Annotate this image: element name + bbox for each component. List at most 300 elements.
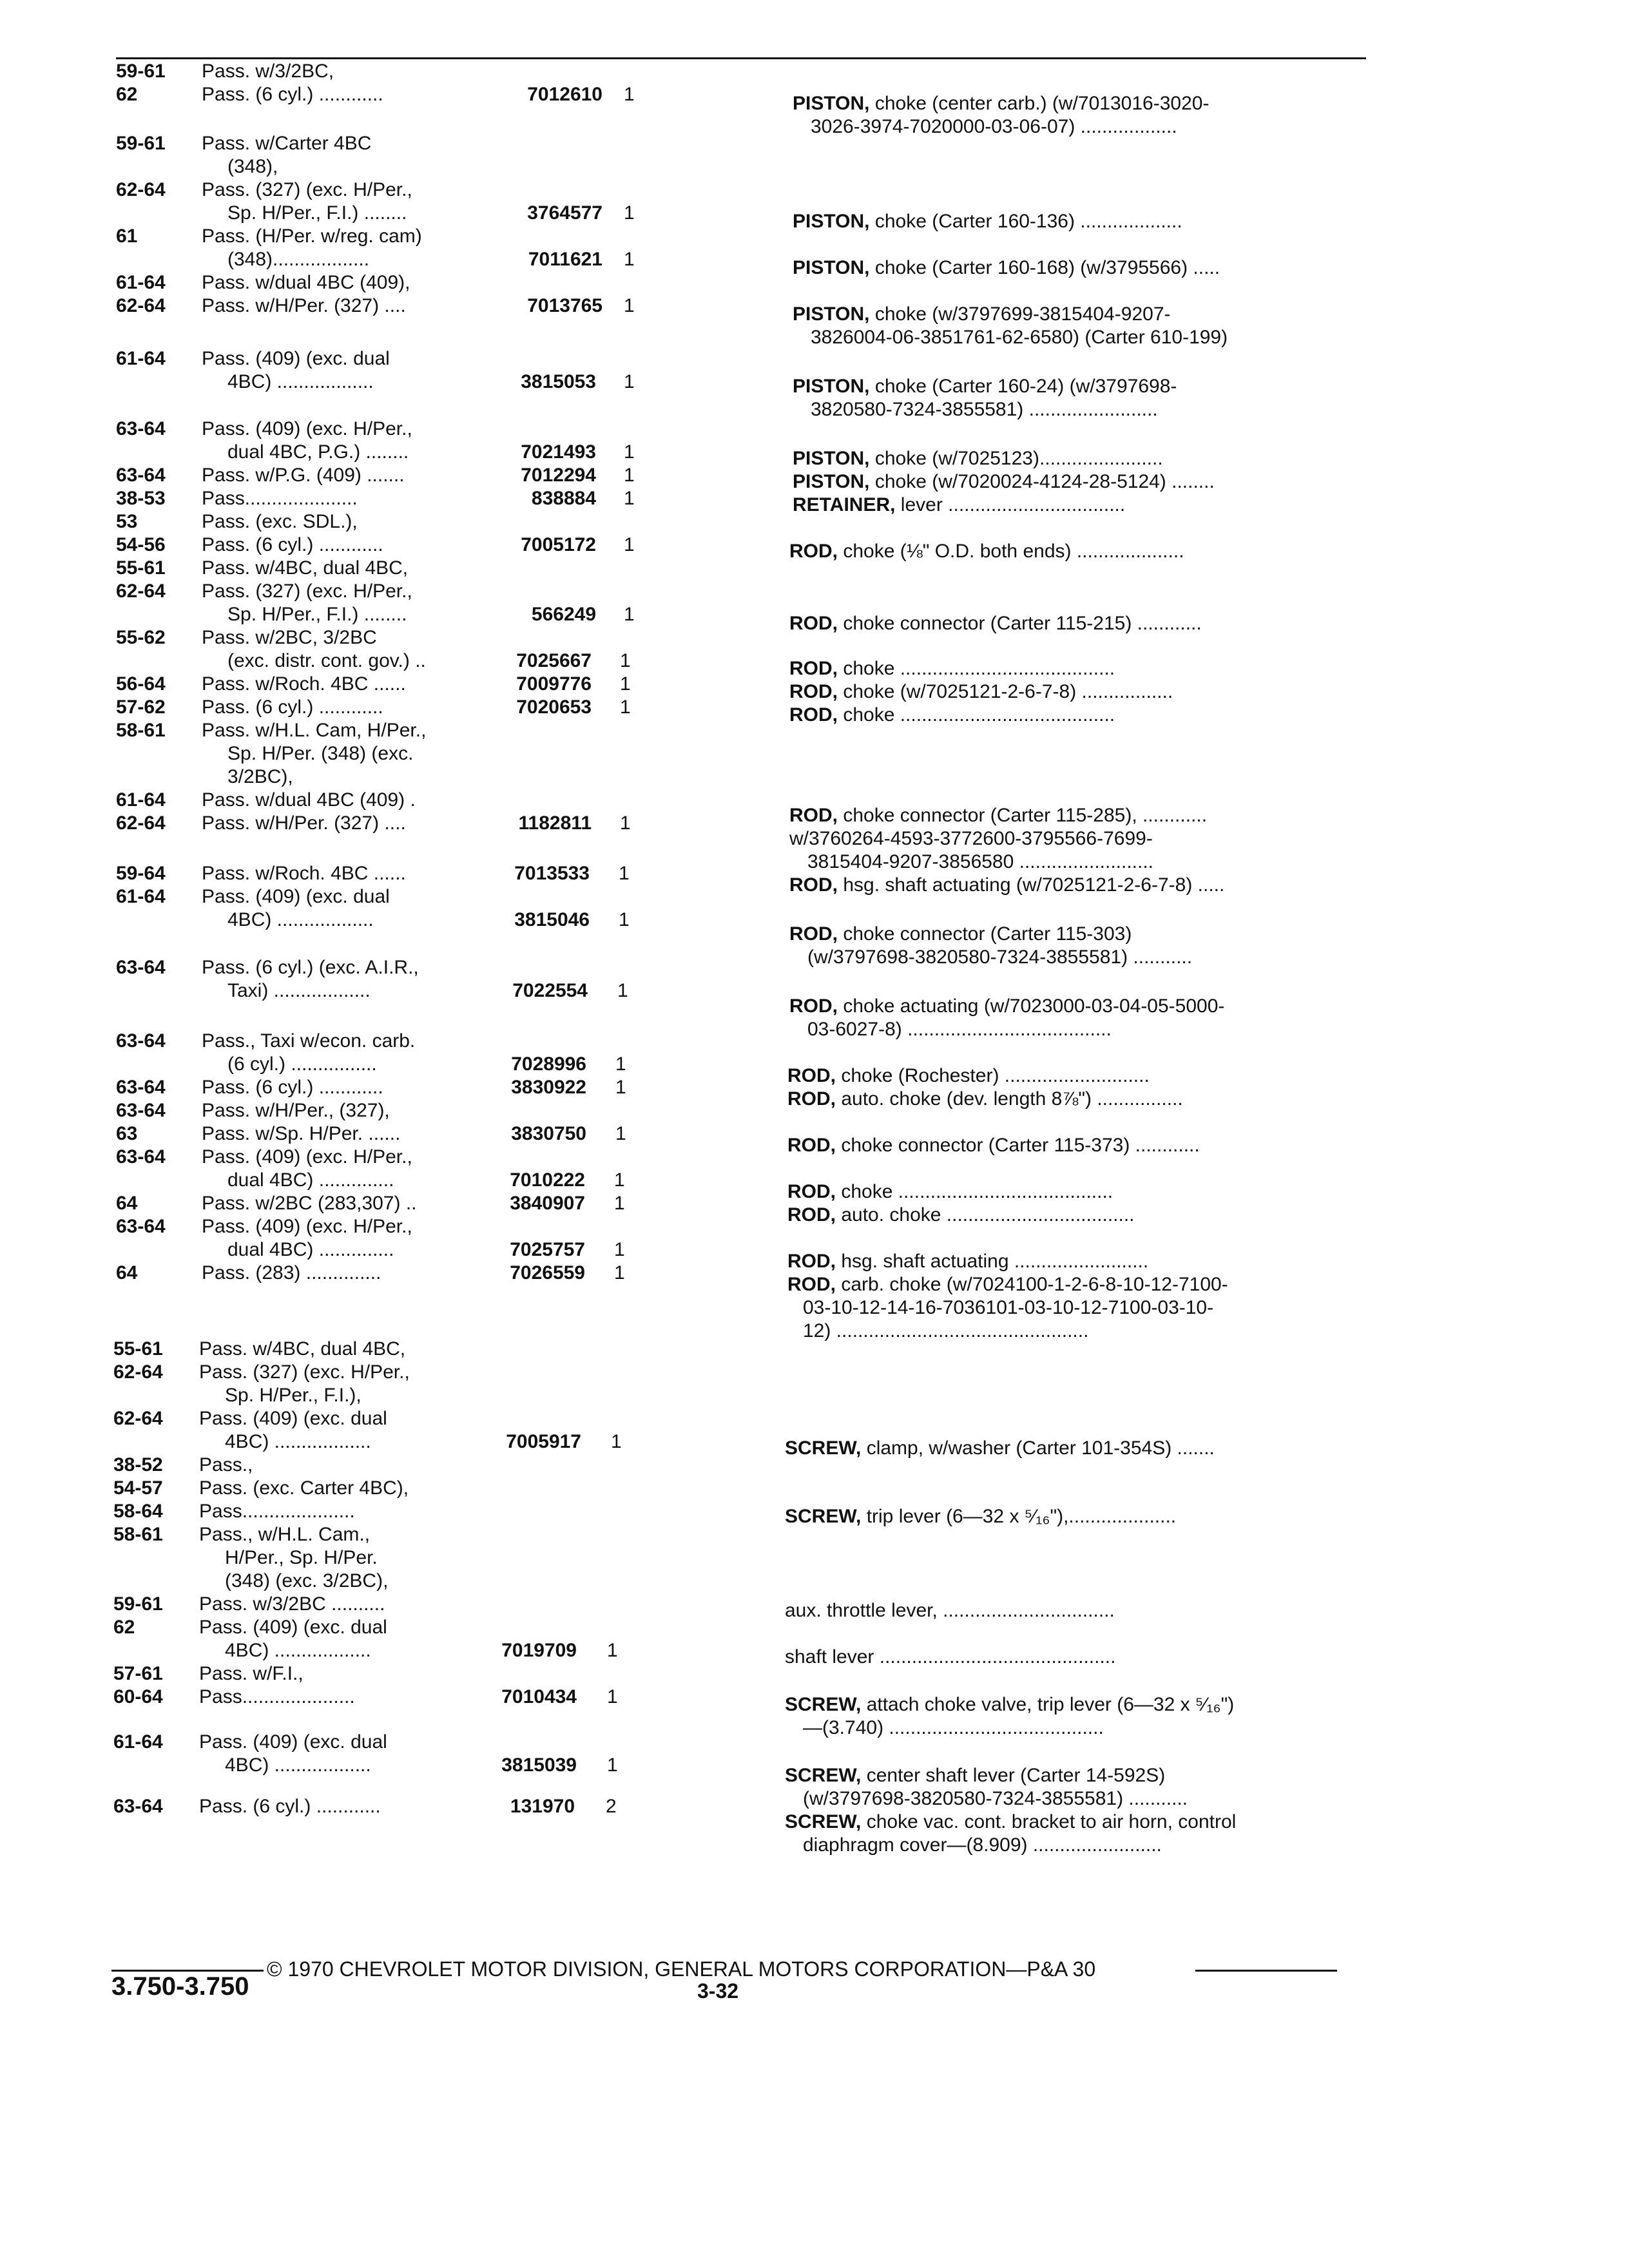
right-entry-row — [787, 1204, 1135, 1227]
right-entry-row — [789, 804, 1207, 827]
model-years: 64 — [116, 1262, 138, 1283]
right-entry-row — [785, 1646, 1115, 1669]
application-description: Pass. (409) (exc. H/Per., — [202, 418, 412, 439]
item-name: PISTON, — [793, 303, 870, 325]
right-entry-row — [789, 540, 1184, 563]
quantity: 1 — [607, 1686, 618, 1707]
quantity: 2 — [606, 1796, 617, 1817]
right-entry-row — [793, 447, 1163, 470]
model-years: 63-64 — [116, 1146, 166, 1168]
right-entry-row — [789, 874, 1224, 897]
item-name: SCREW, — [785, 1506, 862, 1527]
part-number: 3764577 — [527, 202, 602, 224]
item-name: ROD, — [789, 681, 838, 702]
right-entry-row — [793, 494, 1125, 517]
item-description: hsg. shaft actuating ......................... — [836, 1251, 1149, 1272]
application-description: Pass..................... — [199, 1686, 355, 1707]
application-description: Pass. (6 cyl.) ............ — [202, 1077, 383, 1098]
item-name: PISTON, — [793, 376, 870, 397]
model-years: 58-64 — [113, 1501, 163, 1522]
item-description: choke ........................................ — [836, 1181, 1113, 1202]
model-years: 62-64 — [116, 581, 166, 602]
part-number: 7026559 — [510, 1262, 585, 1283]
application-description: Pass. (6 cyl.) ............ — [202, 84, 383, 105]
model-years: 62-64 — [116, 295, 166, 316]
application-description: Pass. w/2BC (283,307) .. — [202, 1193, 417, 1214]
quantity: 1 — [624, 604, 635, 625]
right-entry-row — [787, 1250, 1148, 1273]
quantity: 1 — [624, 202, 635, 224]
footer-copyright: © 1970 CHEVROLET MOTOR DIVISION, GENERAL MOTORS CORPORATION—P&A 30 — [267, 1957, 1096, 1981]
item-description: choke connector (Carter 115-373) ............ — [836, 1135, 1200, 1156]
left-entry-row — [113, 1361, 630, 1384]
item-description: (w/3797698-3820580-7324-3855581) ........... — [803, 1788, 1188, 1809]
application-description: Pass. w/H/Per. (327) .... — [202, 812, 406, 834]
application-description: Pass. (409) (exc. dual — [199, 1617, 387, 1638]
application-description: Pass. (6 cyl.) ............ — [202, 697, 383, 718]
left-entry-row — [116, 1262, 633, 1285]
model-years: 61-64 — [116, 789, 166, 811]
item-description: choke (w/3797699-3815404-9207- — [869, 303, 1171, 325]
part-number: 3815039 — [501, 1754, 577, 1776]
left-entry-row — [116, 510, 643, 533]
application-description: 3/2BC), — [227, 766, 293, 787]
model-years: 55-61 — [116, 557, 166, 579]
application-description: (348), — [227, 156, 278, 177]
item-description: carb. choke (w/7024100-1-2-6-8-10-12-7100- — [836, 1274, 1228, 1295]
application-description: Pass. (327) (exc. H/Per., — [199, 1361, 410, 1383]
right-entry-row — [785, 1599, 1115, 1622]
quantity: 1 — [607, 1640, 618, 1661]
item-description: clamp, w/washer (Carter 101-354S) ....... — [861, 1437, 1215, 1459]
right-entry-row — [803, 1296, 1213, 1320]
model-years: 59-61 — [116, 133, 166, 154]
model-years: 61-64 — [116, 272, 166, 293]
part-number: 3830922 — [511, 1077, 586, 1098]
item-description: lever ................................. — [895, 494, 1126, 515]
quantity: 1 — [615, 1077, 626, 1098]
left-entry-row — [116, 83, 643, 106]
application-description: Pass. w/3/2BC .......... — [199, 1593, 385, 1615]
item-name: ROD, — [789, 704, 838, 726]
item-description: choke actuating (w/7023000-03-04-05-5000- — [838, 995, 1225, 1017]
section-number: 3.750-3.750 — [111, 1972, 249, 2001]
model-years: 59-61 — [113, 1593, 163, 1615]
left-entry-row — [113, 1616, 626, 1639]
application-description: Pass. (exc. Carter 4BC), — [199, 1477, 409, 1499]
part-number: 838884 — [531, 488, 596, 509]
item-name: PISTON, — [793, 471, 870, 492]
application-description: Pass..................... — [202, 488, 358, 509]
item-description: 3826004-06-3851761-62-6580) (Carter 610-199) — [811, 327, 1228, 348]
item-description: 3820580-7324-3855581) ........................ — [811, 399, 1158, 420]
left-entry-row — [113, 1523, 630, 1546]
part-number: 7010222 — [510, 1169, 585, 1191]
right-entry-row — [785, 1693, 1234, 1716]
left-entry-row — [116, 155, 643, 178]
left-entry-row — [116, 603, 643, 626]
quantity: 1 — [611, 1431, 622, 1452]
quantity: 1 — [607, 1754, 618, 1776]
part-number: 7005917 — [506, 1431, 581, 1452]
application-description: (348) (exc. 3/2BC), — [225, 1570, 389, 1591]
application-description: Pass. w/Carter 4BC — [202, 133, 372, 154]
left-entry-row — [116, 533, 643, 557]
model-years: 63-64 — [116, 1077, 166, 1098]
right-entry-row — [803, 1716, 1104, 1740]
item-name: ROD, — [789, 805, 838, 826]
right-entry-row — [789, 995, 1224, 1018]
model-years: 54-57 — [113, 1477, 163, 1499]
item-name: ROD, — [787, 1181, 836, 1202]
item-description: trip lever (6—32 x ⁵⁄₁₆"),.................... — [861, 1506, 1177, 1527]
right-entry-row — [787, 1134, 1200, 1157]
model-years: 64 — [116, 1193, 138, 1214]
application-description: Pass. w/Roch. 4BC ...... — [202, 863, 406, 884]
item-name: ROD, — [789, 923, 838, 945]
left-entry-row — [113, 1454, 630, 1477]
part-number: 3815046 — [514, 909, 590, 930]
model-years: 62-64 — [113, 1361, 163, 1383]
right-entry-row — [785, 1764, 1165, 1787]
model-years: 62 — [116, 84, 138, 105]
quantity: 1 — [614, 1239, 625, 1260]
item-name: ROD, — [787, 1204, 836, 1225]
right-entry-row — [803, 1834, 1162, 1857]
left-entry-row — [116, 271, 643, 294]
item-description: choke (Carter 160-24) (w/3797698- — [869, 376, 1177, 397]
item-description: w/3760264-4593-3772600-3795566-7699- — [789, 828, 1153, 849]
model-years: 63-64 — [116, 418, 166, 439]
application-description: Pass. (409) (exc. dual — [202, 886, 390, 907]
application-description: Pass. (6 cyl.) ............ — [202, 534, 383, 555]
left-entry-row — [116, 441, 643, 464]
model-years: 63-64 — [113, 1796, 163, 1817]
application-description: dual 4BC) .............. — [227, 1169, 394, 1191]
model-years: 61-64 — [116, 886, 166, 907]
application-description: dual 4BC, P.G.) ........ — [227, 441, 409, 463]
right-entry-row — [811, 115, 1177, 139]
left-entry-row — [113, 1662, 626, 1686]
item-description: choke (w/7020024-4124-28-5124) ........ — [869, 471, 1215, 492]
left-entry-row — [113, 1384, 630, 1407]
item-name: SCREW, — [785, 1811, 862, 1832]
left-entry-row — [116, 1238, 633, 1262]
model-years: 53 — [116, 511, 138, 532]
left-entry-row — [113, 1477, 630, 1500]
application-description: Pass. w/2BC, 3/2BC — [202, 627, 377, 648]
item-description: choke connector (Carter 115-285), ............ — [838, 805, 1208, 826]
item-description: choke (⅛" O.D. both ends) .................... — [838, 541, 1184, 562]
model-years: 59-61 — [116, 61, 166, 82]
application-description: 4BC) .................. — [225, 1754, 371, 1776]
application-description: Sp. H/Per., F.I.) ........ — [227, 202, 407, 224]
quantity: 1 — [614, 1262, 625, 1283]
part-number: 7028996 — [511, 1053, 586, 1075]
left-entry-row — [116, 885, 638, 908]
item-description: choke (w/7025121-2-6-7-8) ................. — [838, 681, 1173, 702]
model-years: 63-64 — [116, 1216, 166, 1237]
part-number: 3815053 — [521, 371, 596, 392]
item-name: ROD, — [789, 613, 838, 634]
item-description: auto. choke ................................... — [836, 1204, 1135, 1225]
item-name: ROD, — [789, 541, 838, 562]
left-entry-row — [113, 1686, 626, 1709]
application-description: Pass. (409) (exc. H/Per., — [202, 1146, 412, 1168]
item-name: ROD, — [787, 1135, 836, 1156]
item-description: choke (Carter 160-168) (w/3795566) ..... — [869, 257, 1220, 278]
right-entry-row — [789, 612, 1202, 635]
application-description: Sp. H/Per., F.I.), — [225, 1385, 361, 1406]
application-description: Pass. w/dual 4BC (409) . — [202, 789, 416, 811]
right-entry-row — [787, 1273, 1228, 1296]
part-number: 7010434 — [501, 1686, 577, 1707]
model-years: 58-61 — [113, 1524, 163, 1545]
item-name: SCREW, — [785, 1437, 862, 1459]
item-description: choke (Carter 160-136) ................... — [869, 211, 1182, 232]
model-years: 60-64 — [113, 1686, 163, 1707]
model-years: 55-61 — [113, 1338, 163, 1360]
item-name: ROD, — [789, 874, 838, 896]
model-years: 55-62 — [116, 627, 166, 648]
left-entry-row — [116, 1169, 633, 1192]
left-entry-row — [116, 202, 643, 225]
quantity: 1 — [624, 441, 635, 463]
model-years: 61 — [116, 226, 138, 247]
application-description: Pass., — [199, 1454, 253, 1475]
model-years: 38-53 — [116, 488, 166, 509]
item-description: 03-10-12-14-16-7036101-03-10-12-7100-03-10- — [803, 1297, 1214, 1318]
model-years: 59-64 — [116, 863, 166, 884]
quantity: 1 — [619, 909, 630, 930]
left-entry-row — [116, 1192, 633, 1215]
right-entry-row — [793, 303, 1171, 326]
left-entry-row — [116, 1215, 633, 1238]
application-description: Sp. H/Per. (348) (exc. — [227, 743, 414, 764]
left-entry-row — [113, 1593, 630, 1616]
right-entry-row — [803, 1787, 1188, 1811]
left-entry-row — [113, 1570, 630, 1593]
part-number: 7012294 — [521, 465, 596, 486]
item-description: attach choke valve, trip lever (6—32 x ⁵⁄₁₆") — [861, 1694, 1235, 1715]
item-description: choke connector (Carter 115-215) ............ — [838, 613, 1202, 634]
application-description: Pass. (327) (exc. H/Per., — [202, 581, 412, 602]
application-description: dual 4BC) .............. — [227, 1239, 394, 1260]
application-description: Sp. H/Per., F.I.) ........ — [227, 604, 407, 625]
left-entry-row — [116, 132, 643, 155]
right-entry-row — [787, 1088, 1183, 1111]
left-entry-row — [116, 464, 643, 487]
application-description: 4BC) .................. — [227, 371, 374, 392]
model-years: 56-64 — [116, 673, 166, 695]
application-description: (exc. distr. cont. gov.) .. — [227, 650, 426, 671]
right-entry-row — [807, 1018, 1112, 1041]
model-years: 62 — [113, 1617, 135, 1638]
part-number: 7012610 — [527, 84, 602, 105]
left-entry-row — [116, 1099, 635, 1122]
left-entry-row — [113, 1795, 625, 1818]
model-years: 58-61 — [116, 720, 166, 741]
left-entry-row — [116, 487, 643, 510]
right-entry-row — [789, 657, 1115, 680]
left-entry-row — [113, 1731, 626, 1754]
quantity: 1 — [624, 465, 635, 486]
model-years: 62-64 — [116, 812, 166, 834]
quantity: 1 — [615, 1053, 626, 1075]
part-number: 3830750 — [511, 1123, 586, 1144]
item-name: SCREW, — [785, 1694, 862, 1715]
quantity: 1 — [617, 980, 628, 1001]
application-description: Pass. w/H.L. Cam, H/Per., — [202, 720, 427, 741]
left-entry-row — [116, 696, 639, 719]
application-description: Pass. w/H/Per. (327) .... — [202, 295, 406, 316]
left-entry-row — [113, 1338, 630, 1361]
left-entry-row — [116, 1146, 635, 1169]
application-description: (6 cyl.) ................ — [227, 1053, 377, 1075]
right-entry-row — [785, 1811, 1236, 1834]
right-entry-row — [811, 326, 1228, 349]
application-description: Pass. w/P.G. (409) ....... — [202, 465, 405, 486]
left-entry-row — [113, 1430, 630, 1454]
part-number: 7020653 — [516, 697, 592, 718]
item-name: ROD, — [787, 1088, 836, 1110]
application-description: Pass. w/H/Per., (327), — [202, 1100, 390, 1121]
item-description: choke ........................................ — [838, 704, 1115, 726]
part-number: 566249 — [531, 604, 596, 625]
application-description: Pass. w/F.I., — [199, 1663, 304, 1684]
application-description: Pass. (H/Per. w/reg. cam) — [202, 226, 422, 247]
part-number: 7009776 — [516, 673, 592, 695]
model-years: 38-52 — [113, 1454, 163, 1475]
left-entry-row — [116, 1053, 635, 1076]
part-number: 7025667 — [516, 650, 592, 671]
right-entry-row — [793, 375, 1177, 398]
quantity: 1 — [620, 650, 631, 671]
item-description: 3815404-9207-3856580 ......................... — [807, 851, 1154, 872]
part-number: 3840907 — [510, 1193, 585, 1214]
item-name: RETAINER, — [793, 494, 896, 515]
model-years: 62-64 — [113, 1408, 163, 1429]
part-number: 7011621 — [528, 249, 602, 270]
right-entry-row — [793, 470, 1215, 494]
left-entry-row — [116, 812, 639, 835]
item-name: ROD, — [787, 1251, 836, 1272]
right-entry-row — [811, 398, 1158, 421]
application-description: H/Per., Sp. H/Per. — [225, 1547, 378, 1568]
part-number: 7021493 — [521, 441, 596, 463]
item-description: choke connector (Carter 115-303) — [838, 923, 1132, 945]
model-years: 57-62 — [116, 697, 166, 718]
left-entry-row — [116, 418, 643, 441]
item-description: 3026-3974-7020000-03-06-07) .................. — [811, 116, 1177, 137]
application-description: Pass. (283) .............. — [202, 1262, 381, 1283]
model-years: 62-64 — [116, 179, 166, 200]
item-description: 12) ............................................... — [803, 1320, 1089, 1341]
part-number: 1182811 — [518, 812, 592, 834]
quantity: 1 — [624, 371, 635, 392]
left-entry-row — [116, 580, 643, 603]
right-entry-row — [785, 1437, 1215, 1460]
item-name: ROD, — [787, 1274, 836, 1295]
item-name: PISTON, — [793, 211, 870, 232]
application-description: Pass. w/4BC, dual 4BC, — [199, 1338, 406, 1360]
left-entry-row — [113, 1754, 626, 1777]
part-number: 7019709 — [501, 1640, 577, 1661]
quantity: 1 — [624, 249, 635, 270]
part-number: 7013533 — [514, 863, 590, 884]
right-entry-row — [785, 1505, 1176, 1528]
right-entry-row — [789, 704, 1115, 727]
left-entry-row — [116, 908, 638, 932]
left-entry-row — [116, 1076, 635, 1099]
right-entry-row — [807, 850, 1153, 874]
right-entry-row — [803, 1320, 1088, 1343]
page-number: 3-32 — [697, 1979, 739, 2003]
item-description: choke (center carb.) (w/7013016-3020- — [869, 93, 1210, 114]
left-entry-row — [116, 370, 643, 394]
left-entry-row — [116, 862, 638, 885]
application-description: Taxi) .................. — [227, 980, 371, 1001]
left-entry-row — [116, 60, 643, 83]
footer-rule-right — [1195, 1970, 1337, 1972]
item-description: diaphragm cover—(8.909) ........................ — [803, 1834, 1162, 1856]
application-description: Pass. w/Sp. H/Per. ...... — [202, 1123, 401, 1144]
item-description: —(3.740) ........................................ — [803, 1717, 1104, 1738]
right-entry-row — [793, 210, 1182, 233]
model-years: 61-64 — [116, 348, 166, 369]
item-description: choke (w/7025123)....................... — [869, 448, 1163, 469]
right-entry-row — [793, 92, 1209, 115]
item-description: aux. throttle lever, ................................ — [785, 1600, 1115, 1621]
application-description: Pass. w/4BC, dual 4BC, — [202, 557, 409, 579]
left-entry-row — [116, 719, 639, 742]
application-description: Pass. (409) (exc. dual — [199, 1731, 387, 1753]
left-entry-row — [113, 1500, 630, 1523]
quantity: 1 — [615, 1123, 626, 1144]
right-entry-row — [807, 946, 1192, 969]
part-number: 7013765 — [527, 295, 602, 316]
quantity: 1 — [624, 488, 635, 509]
application-description: Pass. (409) (exc. H/Per., — [202, 1216, 412, 1237]
left-entry-row — [116, 1122, 635, 1146]
part-number: 7005172 — [521, 534, 596, 555]
left-entry-row — [116, 347, 643, 370]
left-entry-row — [116, 979, 637, 1003]
right-entry-row — [789, 827, 1153, 850]
application-description: Pass., Taxi w/econ. carb. — [202, 1030, 416, 1052]
item-description: choke (Rochester) ........................... — [836, 1065, 1150, 1086]
application-description: 4BC) .................. — [225, 1431, 371, 1452]
application-description: Pass. (6 cyl.) ............ — [199, 1796, 381, 1817]
item-description: shaft lever ............................................ — [785, 1646, 1116, 1667]
application-description: Pass. w/dual 4BC (409), — [202, 272, 410, 293]
left-entry-row — [116, 294, 643, 318]
left-entry-row — [116, 789, 639, 812]
model-years: 63-64 — [116, 957, 166, 978]
left-entry-row — [116, 649, 639, 673]
model-years: 54-56 — [116, 534, 166, 555]
model-years: 61-64 — [113, 1731, 163, 1753]
quantity: 1 — [614, 1193, 625, 1214]
application-description: (348).................. — [227, 249, 370, 270]
model-years: 63-64 — [116, 1100, 166, 1121]
application-description: 4BC) .................. — [227, 909, 374, 930]
quantity: 1 — [620, 812, 631, 834]
item-name: PISTON, — [793, 448, 870, 469]
item-name: PISTON, — [793, 93, 870, 114]
left-entry-row — [116, 742, 639, 765]
header-rule — [116, 57, 1366, 59]
